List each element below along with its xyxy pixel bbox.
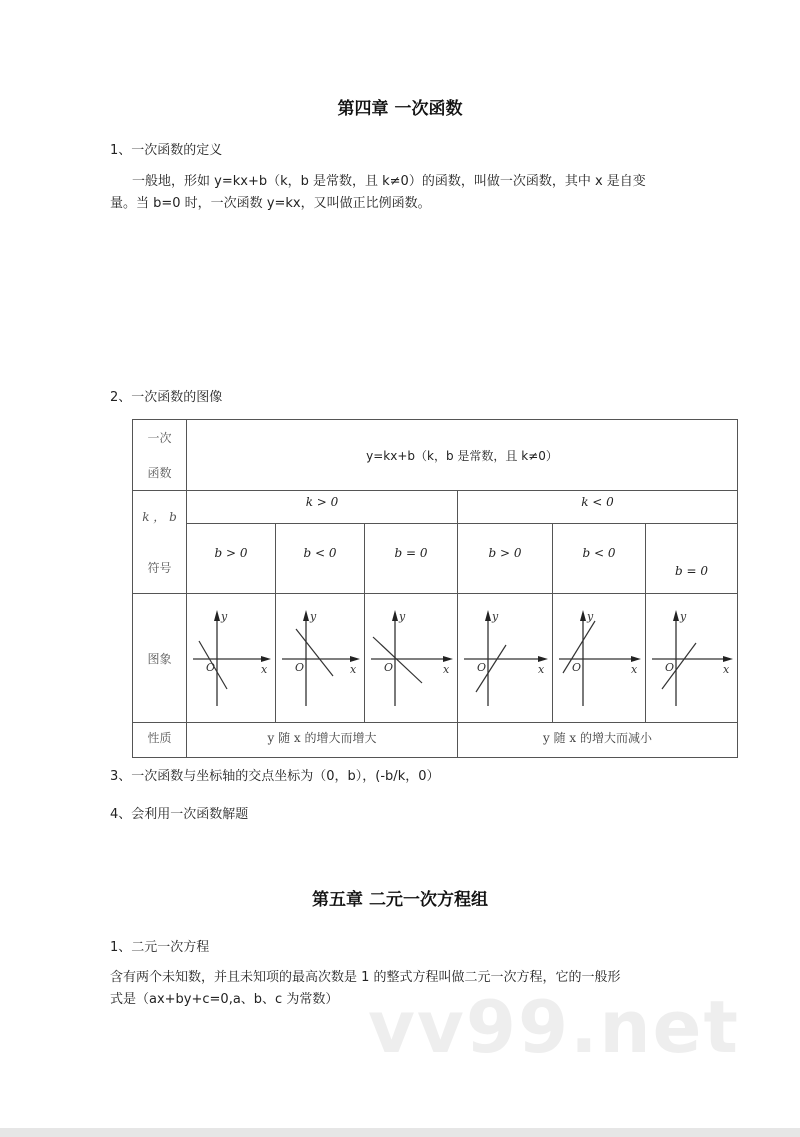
y-label: y xyxy=(587,610,594,623)
section-heading: 2、一次函数的图像 xyxy=(110,390,223,405)
linear-graph xyxy=(365,594,459,724)
y-arrow-icon xyxy=(673,610,679,621)
b-case-cell: b < 0 xyxy=(275,523,365,594)
y-arrow-icon xyxy=(485,610,491,621)
y-label: y xyxy=(680,610,687,623)
x-arrow-icon xyxy=(443,656,453,662)
label-text: 函数 xyxy=(147,466,172,480)
property-increasing: y 随 x 的增大而增大 xyxy=(186,722,458,758)
definition-paragraph xyxy=(110,171,690,215)
origin-label: O xyxy=(295,661,305,674)
x-label: x xyxy=(723,663,730,676)
paragraph-line: 含有两个未知数，并且未知项的最高次数是 1 的整式方程叫做二元一次方程，它的一般形 xyxy=(110,970,621,985)
graph-cell xyxy=(186,593,276,723)
b-case-cell: b = 0 xyxy=(364,523,458,594)
x-label: x xyxy=(443,663,450,676)
x-arrow-icon xyxy=(350,656,360,662)
origin-label: O xyxy=(572,661,582,674)
section-text: 3、一次函数与坐标轴的交点坐标为（0，b），(-b/k，0） xyxy=(110,769,440,784)
graph-cell xyxy=(552,593,646,723)
linear-graph xyxy=(553,594,647,724)
linear-graph xyxy=(187,594,277,724)
paragraph-line: 量。当 b=0 时，一次函数 y=kx，又叫做正比例函数。 xyxy=(110,196,431,211)
label-text: 一次 xyxy=(147,431,172,445)
graph-cell xyxy=(364,593,458,723)
watermark: vv99.net xyxy=(368,985,740,1069)
linear-graph xyxy=(276,594,366,724)
graph-cell xyxy=(457,593,553,723)
x-label: x xyxy=(538,663,545,676)
row-label: 性质 xyxy=(132,722,187,758)
origin-label: O xyxy=(206,661,216,674)
x-arrow-icon xyxy=(723,656,733,662)
section-heading: 1、一次函数的定义 xyxy=(110,143,223,158)
label-text: 符号 xyxy=(147,561,172,575)
linear-function-table xyxy=(132,419,738,758)
row-label xyxy=(132,490,187,594)
paragraph-line: 式是（ax+by+c=0,a、b、c 为常数） xyxy=(110,992,339,1007)
graph-cell xyxy=(645,593,738,723)
linear-graph xyxy=(646,594,739,724)
origin-label: O xyxy=(384,661,394,674)
row-label: 图象 xyxy=(132,593,187,723)
page-bottom-edge xyxy=(0,1128,800,1137)
origin-label: O xyxy=(665,661,675,674)
b-case-cell: b < 0 xyxy=(552,523,646,594)
y-label: y xyxy=(492,610,499,623)
formula-cell: y=kx+b（k，b 是常数，且 k≠0） xyxy=(186,419,738,491)
y-arrow-icon xyxy=(214,610,220,621)
x-label: x xyxy=(631,663,638,676)
y-arrow-icon xyxy=(580,610,586,621)
paragraph-line: 一般地，形如 y=kx+b（k，b 是常数，且 k≠0）的函数，叫做一次函数，其中 x 是自变 xyxy=(132,174,646,189)
k-positive-header: k > 0 xyxy=(186,490,458,524)
y-label: y xyxy=(310,610,317,623)
row-label xyxy=(132,419,187,491)
function-line xyxy=(373,637,422,683)
y-arrow-icon xyxy=(303,610,309,621)
x-arrow-icon xyxy=(261,656,271,662)
b-case-cell: b > 0 xyxy=(186,523,276,594)
property-decreasing: y 随 x 的增大而减小 xyxy=(457,722,738,758)
origin-label: O xyxy=(477,661,487,674)
section-heading: 1、二元一次方程 xyxy=(110,940,210,955)
section-text: 4、会利用一次函数解题 xyxy=(110,807,249,822)
chapter5-title: 第五章 二元一次方程组 xyxy=(312,890,488,910)
label-text: k ， b xyxy=(142,510,177,524)
x-arrow-icon xyxy=(538,656,548,662)
x-label: x xyxy=(261,663,268,676)
chapter4-title: 第四章 一次函数 xyxy=(337,99,463,119)
b-case-cell: b = 0 xyxy=(645,523,738,594)
b-case-cell: b > 0 xyxy=(457,523,553,594)
y-label: y xyxy=(399,610,406,623)
y-arrow-icon xyxy=(392,610,398,621)
graph-cell xyxy=(275,593,365,723)
k-negative-header: k < 0 xyxy=(457,490,738,524)
y-label: y xyxy=(221,610,228,623)
x-arrow-icon xyxy=(631,656,641,662)
x-label: x xyxy=(350,663,357,676)
linear-graph xyxy=(458,594,554,724)
